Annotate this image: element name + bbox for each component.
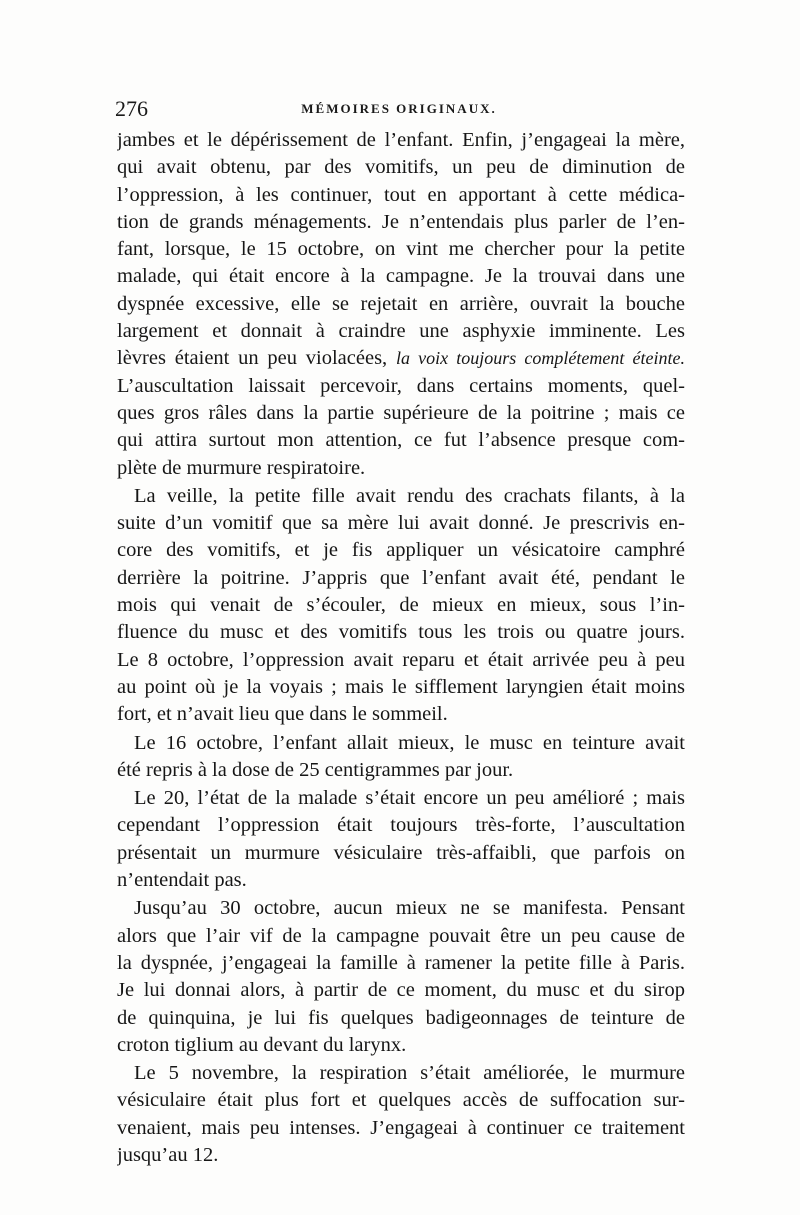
text-line [117,812,685,839]
text-line [117,730,685,757]
text-segment: n’entendait pas. [117,869,247,892]
body-text [117,127,685,1169]
text-line [117,345,685,372]
text-line [117,647,685,674]
text-line [117,1087,685,1114]
paragraph [117,127,685,482]
text-segment: vésiculaire était plus fort et quelques accès de suffocation sur- [117,1089,685,1112]
text-segment: dyspnée excessive, elle se rejetait en arrière, ouvrait la bouche [117,292,685,315]
text-segment: Le 5 novembre, la respiration s’était améliorée, le murmure [134,1062,685,1085]
text-segment: tion de grands ménagements. Je n’entendais plus parler de l’en- [117,210,685,233]
text-segment: fluence du musc et des vomitifs tous les trois ou quatre jours. [117,621,685,644]
text-line [117,510,685,537]
text-line [117,923,685,950]
text-segment: venaient, mais peu intenses. J’engageai à continuer ce traitement [117,1116,685,1139]
text-line [117,1142,685,1169]
paragraph [117,483,685,729]
text-line [117,373,685,400]
running-title: MÉMOIRES ORIGINAUX. [301,101,497,116]
text-line [117,701,685,728]
text-line [117,1060,685,1087]
text-line [117,400,685,427]
text-line [117,619,685,646]
page-number: 276 [115,96,148,121]
text-segment: Jusqu’au 30 octobre, aucun mieux ne se manifesta. Pensant [134,897,685,920]
text-line [117,674,685,701]
text-line [117,565,685,592]
text-line [117,950,685,977]
text-segment: au point où je la voyais ; mais le sifflement laryngien était moins [117,675,685,698]
paragraph [117,730,685,785]
text-segment: Le 8 octobre, l’oppression avait reparu et était arrivée peu à peu [117,648,685,671]
text-line [117,1005,685,1032]
text-segment: fant, lorsque, le 15 octobre, on vint me chercher pour la petite [117,238,685,261]
text-segment: L’auscultation laissait percevoir, dans certains moments, quel- [117,374,685,397]
text-segment: Le 16 octobre, l’enfant allait mieux, le musc en teinture avait [134,731,685,754]
paragraph [117,895,685,1059]
text-line [117,840,685,867]
text-line [117,209,685,236]
text-segment: core des vomitifs, et je fis appliquer un vésicatoire camphré [117,539,685,562]
text-segment: lèvres étaient un peu violacées, [117,347,396,370]
text-segment: Le 20, l’état de la malade s’était encore un peu amélioré ; mais [134,787,685,810]
text-segment: la dyspnée, j’engageai la famille à ramener la petite fille à Paris. [117,951,685,974]
text-segment: qui avait obtenu, par des vomitifs, un peu de diminution de [117,156,685,179]
text-line [117,154,685,181]
text-segment: fort, et n’avait lieu que dans le sommeil. [117,703,448,726]
text-line [117,455,685,482]
text-segment: La veille, la petite fille avait rendu des crachats filants, à la [134,484,685,507]
paragraph [117,1060,685,1169]
text-segment: derrière la poitrine. J’appris que l’enfant avait été, pendant le [117,566,685,589]
text-segment: plète de murmure respiratoire. [117,456,366,479]
text-segment: largement et donnait à craindre une asphyxie imminente. Les [117,320,685,343]
text-line [117,483,685,510]
text-segment: Je lui donnai alors, à partir de ce moment, du musc et du sirop [117,979,685,1002]
text-line [117,127,685,154]
text-segment: été repris à la dose de 25 centigrammes par jour. [117,758,514,781]
text-line [117,757,685,784]
text-segment: suite d’un vomitif que sa mère lui avait donné. Je prescrivis en- [117,512,685,535]
text-segment: qui attira surtout mon attention, ce fut l’absence presque com- [117,429,685,452]
text-segment: jambes et le dépérissement de l’enfant. Enfin, j’engageai la mère, [117,129,685,151]
text-segment: malade, qui était encore à la campagne. Je la trouvai dans une [117,265,685,288]
text-line [117,867,685,894]
text-segment: de quinquina, je lui fis quelques badigeonnages de teinture de [117,1006,685,1029]
text-segment: alors que l’air vif de la campagne pouvait être un peu cause de [117,924,685,947]
text-line [117,182,685,209]
text-segment: jusqu’au 12. [117,1143,219,1166]
text-line [117,263,685,290]
text-line [117,291,685,318]
text-segment: ques gros râles dans la partie supérieure de la poitrine ; mais ce [117,401,685,424]
text-segment: l’oppression, à les continuer, tout en apportant à cette médica- [117,183,685,206]
text-line [117,427,685,454]
text-line [117,895,685,922]
text-segment: mois qui venait de s’écouler, de mieux en mieux, sous l’in- [117,594,685,617]
text-segment: présentait un murmure vésiculaire très-affaibli, que parfois on [117,841,685,864]
text-line [117,318,685,345]
text-line [117,592,685,619]
text-line [117,977,685,1004]
text-line [117,236,685,263]
text-line [117,1032,685,1059]
text-line [117,537,685,564]
italic-phrase: la voix toujours complétement éteinte. [395,348,685,369]
paragraph [117,785,685,894]
running-head [113,96,685,126]
text-line [117,785,685,812]
text-segment: croton tiglium au devant du larynx. [117,1033,407,1056]
text-line [117,1115,685,1142]
text-segment: cependant l’oppression était toujours très-forte, l’auscultation [117,814,685,837]
